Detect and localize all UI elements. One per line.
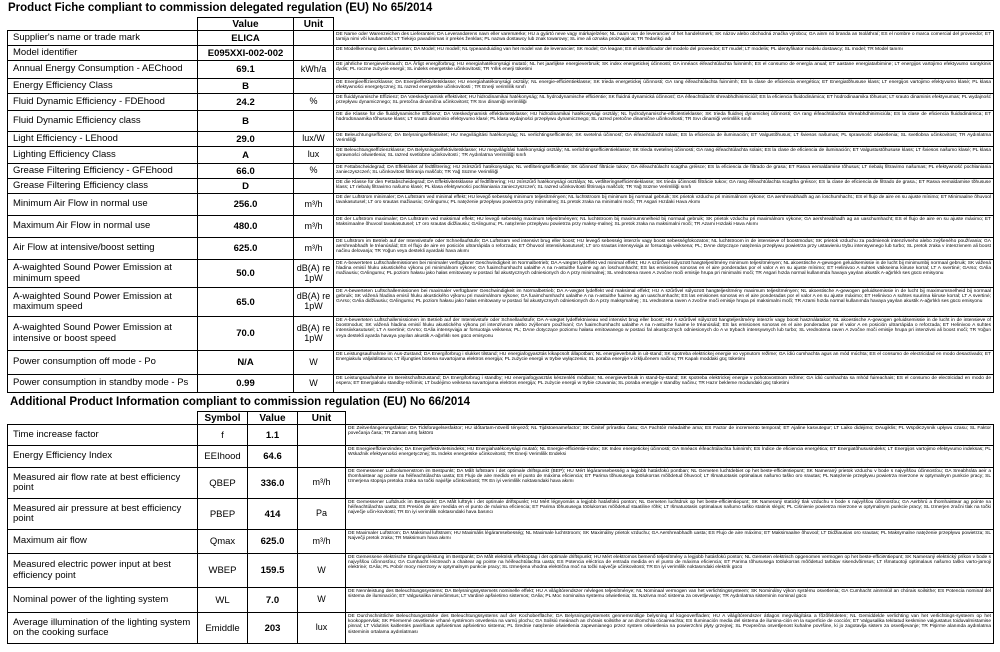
param-cell: Grease Filtering Efficiency class (8, 179, 198, 194)
desc-cell: DE Nennleistung des Beleuchtungssystems; DA Belysningssystemets nominelle effekt; HU A világítórendszer névleges teljesítménye; NL Nominaal vermogen van het verlichtingssysteem; SK Nominálny výkon systému osvetlenia; GA Cumhacht ainmniúil an chórais soilsithe; ES Potencia nominal del sistema de iluminación; ET Valgusalika nimivõimsus; LT Vardinė apšvietimo sistemos; GAlia; PL Moc nominalna systemu oświetlenia; SL Nazivna moč sistema za osvetljevanje; TR Aydınlatma sisteminin nominal gücü (346, 588, 994, 613)
desc-cell: DE Leistungsaufnahme im Aus-Zustand; DA Energiforbrug i slukket tilstand; HU energiafogyasztás kikapcsolt állapotban; NL energieverbruik in uit-stand; SK spotreba elektrickej energie vo vypnutom režime; GA ídiú cumhachta agus an mód múchta; ES el consumo de electricidad en modo desactivado; ET Energiakulu väljalülitatuna; LT išjungties būsena suvartojama elektros energija; PL zużycie energii w trybie wyłączenia; SL poraba energije v izključenem načinu; TR Kapalı moddaki güç tüketimi (334, 351, 994, 375)
param-cell: Maximum Air Flow in normal use (8, 216, 198, 238)
unit-cell: % (294, 94, 334, 111)
unit-cell: W (298, 588, 346, 613)
desc-cell: DE Gemessene elektrische Eingangsleistung im Bestpunkt; DA Målt elektrisk effektoptag i det optimale driftspunkt; HU Mért elektromos bemenő teljesítmény a legjobb hatásfokú ponton; NL Gemeten elektrisch opgenomen vermogen op het beste-efficiëntiepunt; SK Nameraný elektrický príkon v bode s najvyššou účinnosťou; GA Cumhacht leictreach a chaitear ag pointe na héifeachtúlachta uasta; ES Potencia eléctrica de entrada medida en el punto de máxima eficiencia; ET Parima tõhususega töölukorras mõõdetud tarbitav sisendvõimsus; LT Išmatuotoji optimalaus našumo taško varto-jamoji elektrinė; GAlia; PL Pobór mocy mierzony w optymalnym punkcie pracy; SL Izmerjena vhodna električna moč na točki največje učinkovitosti; TR En iyi verimlilik noktasındaki elektrik gücü (346, 554, 994, 588)
param-cell: Supplier's name or trade mark (8, 31, 198, 46)
param-cell: Measured air flow rate at best efficiency point (8, 468, 198, 499)
table-header-row (8, 18, 994, 31)
value-column-header: Value (248, 412, 298, 425)
header-spacer (334, 18, 994, 31)
value-cell: 69.1 (198, 61, 294, 79)
unit-cell (298, 446, 346, 468)
fiche-title-66-2014: Additional Product Information compliant to commission regulation (EU) No 66/2014 (10, 396, 471, 408)
value-cell: 203 (248, 613, 298, 644)
param-cell: Measured electric power input at best efficiency point (8, 554, 198, 588)
table-row (8, 613, 994, 644)
table-row (8, 238, 994, 260)
unit-cell (294, 111, 334, 132)
param-cell: Minimum Air Flow in normal use (8, 194, 198, 216)
header-spacer (8, 18, 198, 31)
desc-cell: DE der Luftstrom minimaler; DA Luftstrøm ved minimal effekt; HU levegő sebesség minimum teljesítményen; NL luchtstroom bij minimum bij normaal gebruik; SK prietok vzduchu pri minimálnom výkone; GA aershreabhadh ag an íoschumhacht.; ES el flujo de aire en su ajuste mínimo; ET Minimaalne õhuvool tavakasutusel; LT oro srautas mažiausiu; GAlingumu; PL natężenie przepływu powietrza przy minimalnej; SL pretok zraka na minimalni moči; TR Asgari Hızdaki Hava Akımı (334, 194, 994, 216)
unit-cell (294, 179, 334, 194)
additional-info-table (7, 411, 994, 644)
value-cell: 159.5 (248, 554, 298, 588)
unit-cell: dB(A) re 1pW (294, 260, 334, 288)
value-cell: 70.0 (198, 317, 294, 351)
table-row (8, 554, 994, 588)
unit-cell: m³/h (294, 194, 334, 216)
param-cell: A-waighted Sound Power Emission at intensive or boost speed (8, 317, 198, 351)
unit-cell: m³/h (298, 530, 346, 554)
param-cell: Measured air pressure at best efficiency point (8, 499, 198, 530)
desc-cell: DE fluiddynamische Effizienz; DA Væskedynamisk effektivitet; HU hidrodinamikai hatékonyság; NL hydrodynamische efficiëntie; SK fluidná dynamická účinnosť; GA éifeachtúlacht shreabhdhinimiciúil; ES la eficiencia fluidodinámica; ET hüdrodinaamika tõhusus; LT srauto dinaminis efektyvumas; PL wydajność przepływu dynamicznego; SL pretočna dinamična učinkovitost; TR Sıvı dinamiği verimliliği (334, 94, 994, 111)
unit-cell (294, 31, 334, 46)
value-cell: 66.0 (198, 164, 294, 179)
symbol-cell: WBEP (198, 554, 248, 588)
symbol-cell: EEIhood (198, 446, 248, 468)
desc-cell: DE A-bewerteten Luftschallemissionen bei maximaler verfügbarer Geschwindigkeit im Normalbetrieb; DA A-vægtet lydeffekt ved maksimal effekt; HU A szűrővel súlyozott hangteljesítmény maximum teljesítményen; NL akoestische A-gewogen geluidsemissie in de lucht bij maximumsnelheid bij normaal gebruik; SK vážená hladina emisií hluku akustického výkonu pri maximálnom výkone; GA fuaimchumhacht ualaithe A na n-astuithe fuaime ag an uaschumhacht; ES las emisiones sonoras en el aire ponderadas por el valor A en su ajuste máximo; ET Helinivoo A suhtes suurima kiiruse korral; LT A svertinė; GArso; GAlia didžiausiu; GAlingumu; PL poziom hałasu jako hałas emitowany w postaci fal akustycznych odniesionych do A przy maksymalnej ; SL vrednotena raven A zvočne moči emisije hrupa pri maksimalni moči; TR Azami hızda normal kullanımda havaya yayılan akustik A-ağırlıklı ses gücü emisyonu (334, 288, 994, 317)
value-cell: 24.2 (198, 94, 294, 111)
unit-cell (298, 425, 346, 446)
desc-cell: DE Modellkennung des Lieferanten; DA Model; HU modell; NL typeaanduiding van het model van de leverancier; SK model; GA leagan; ES el identificador del modelo del proveedor; ET mudel; LT modelis; PL identyfikator modelu dostawcy; SL model; TR Model tanımı (334, 46, 994, 61)
unit-cell: kWh/a (294, 61, 334, 79)
value-cell: 64.6 (248, 446, 298, 468)
header-spacer (346, 412, 994, 425)
param-cell: Fluid Dynamic Efficiency class (8, 111, 198, 132)
value-cell: E095XXI-002-002 (198, 46, 294, 61)
table-row (8, 317, 994, 351)
desc-cell: DE A-bewerteten Luftschallemissionen im Betrieb auf der Intensivstufe oder Schnellaufstufe; DA A-vægtet lydeffektniveau ved intensivt brug eller boost; HU A szűrővel súlyozott hangteljesítmény intenzív vagy boost használatakor; NL akoestische A-gewogen geluidsemissie in de lucht in de intensieve of boostmodus; SK vážená hladina emisií hluku akustického výkonu pri intenzívnom alebo zvýšenom používaní; GA fuaimchumhacht ualaithe A na n-astuithe fuaime le tréanúsáid; ES las emisiones sonoras en el aire ponderadas por el valor A en posición ultrarrápida o reforzada; ET Helinivoo A suhtes intensiivkasutusel; LT A svertinė; GArso; GAlia intensyviąja ar forsuotąja veiksena; PL; DAne dotyczące poziomu hałasu emitowanego w postaci fal akustycznych odniesionych do A w trybach intensywnych lub turbo; SL vrednotena raven A zvočne moči emisije hrupa pri intenzivni ali boost moči; TR Yoğun veya destekli ayarda havaya yayılan akustik A-ağırlıklı ses gücü emisyonu (334, 317, 994, 351)
table-row (8, 499, 994, 530)
table-row (8, 179, 994, 194)
unit-cell: lux/W (294, 132, 334, 147)
symbol-column-header: Symbol (198, 412, 248, 425)
table-row (8, 111, 994, 132)
desc-cell: DE Durchschnittliche Beleuchtungsstärke des Beleuchtungssystems auf der Kochoberfläche; DA Belysningssystemets gennemsnitlige belysning af kogeoverfladen; HU A világítórendszer átlagos megvilágítása a főzőfelületen; NL Gemiddelde verlichting van het verlichtings-systeem op het kookoppervlak; SK Priemerné osvetlenie vrhané systémom osvetlenia na varnú plochu; GA Soilsiú meánach an chórais soilsithe ar an dromchla cócaireachta; ES Iluminación media del sistema de ilumina-ción en la superficie de cocción; ET Valgusalika tekitatud keskmine valgustatus toiduvalmistamise pinnal; LT Vidutinis kaitlentės paviršiaus apšvietimas apšvietimo sistema; PL Średnie natężenie oświetlenia zapewnianego przez system oświetlenia na powierzchni płyty grzejnej; SL Povprečna osvetljenost kuhalne površine, ki jo zagotavlja sistem za osvetljevanje; TR Pişirme alanında aydınlatma sisteminin ortalama aydınlatması (346, 613, 994, 644)
table-row (8, 351, 994, 375)
table-row (8, 530, 994, 554)
unit-cell: lux (294, 147, 334, 164)
param-cell: Energy Efficiency Class (8, 79, 198, 94)
value-cell: 1.1 (248, 425, 298, 446)
product-fiche-table (7, 17, 994, 393)
value-cell: 625.0 (198, 238, 294, 260)
value-cell: 50.0 (198, 260, 294, 288)
unit-cell: % (294, 164, 334, 179)
table-row (8, 31, 994, 46)
table-row (8, 46, 994, 61)
table-header-row (8, 412, 994, 425)
value-cell: B (198, 111, 294, 132)
value-cell: A (198, 147, 294, 164)
param-cell: Maximum air flow (8, 530, 198, 554)
value-cell: 480.0 (198, 216, 294, 238)
param-cell: Annual Energy Consumption - AEChood (8, 61, 198, 79)
value-cell: 256.0 (198, 194, 294, 216)
desc-cell: DE Leistungsaufnahme im Bereitschaftszustand; DA Energiforbrug i standby; HU energiafogyasztás készenléti módban; NL energieverbruik in stand-by-stand; SK spotreba elektrickej energie v pohotovostnom režime; GA ídiú cumhachta sa mhód fuireachais; ES el consumo de electricidad en modo de espera; ET Energiakulu standby-režiimis; LT budėjimo veiksena suvartojama elektros energija; PL zużycie energii w trybie czuwania; SL poraba energije v standby načinu; TR Hazır bekleme modundaki güç tüketimi (334, 375, 994, 393)
table-row (8, 288, 994, 317)
desc-cell: DE Maximaler Luftstrom; DA Maksimal luftstrøm; HU Maximális légáramsebesség; NL Maximale luchtstroom; SK Maximálny prietok vzduchu; GA Aershreabhadh uasta; ES Flujo de aire máximo; ET Maksimaalne õhuvool; LT Didžiausias oro srautas; PL Maksymalne natężenie przepływu powietrza; SL Največji pretok zraka; TR Maksimum hava akımı (346, 530, 994, 554)
param-cell: Average illumination of the lighting system on the cooking surface (8, 613, 198, 644)
table-row (8, 468, 994, 499)
desc-cell: DE Gemessener Luftdruck im Bestpunkt; DA Målt lufttryk i det optimale driftspunkt; HU Mért légnyomás a legjobb hatásfokú ponton; NL Gemeten luchtdruk op het beste-efficiëntiepunt; SK Nameraný statický tlak vzduchu v bode s najvyššou účinnosťou; GA Aerbhrú a thomhaistear ag pointe na héifeachtúlachta uasta; ES Presión de aire medida en el punto de máxima eficiencia; ET Parima tõhususega töölukorras mõõdetud staatiline rõhk; LT Išmatuotasis optimalaus našumo taško statinis slėgis; PL Ciśnienie powietrza mierzone w optymalnym punkcie pracy; SL Izmerjen zračni tlak na točki največje učin-kovitosti; TR En iyi verimlilik noktasındaki hava basıncı (346, 499, 994, 530)
value-cell: D (198, 179, 294, 194)
desc-cell: DE Beleuchtungseffizienz; DA Belysningseffektivitet; HU megvilágítási hatékonyság; NL verlichtingsefficiëntie; SK svetelná účinnosť; GA éifeachtúlacht solais; ES la eficiencia de iluminación; ET Valgustõhusus; LT šviesos našumas; PL sprawność oświetlenia; SL svetlobna učinkovitost; TR Aydınlatma Verimliliği (334, 132, 994, 147)
desc-cell: DE jährliche Energieverbrauch; DA Årligt energiforbrug; HU energiahatékonysági mutató; NL het jaarlijkse energieverbruik; SK index energetickej účinnosti; GA innéacs éifeachtúlachta fuinnimh; ES el consumo de energía anual; ET aastane energiatarbimine; LT energijos vartojimo efektyvumo santykinis dydis; PL roczne zużycie energii; SL indeks energetske učinkovitosti; TR Yıllık enerji tüketimi (334, 61, 994, 79)
param-cell: A-waighted Sound Power Emission at minimum speed (8, 260, 198, 288)
value-cell: 336.0 (248, 468, 298, 499)
table-row (8, 94, 994, 111)
desc-cell: DE der Luftstrom maximaler; DA Luftstrøm ved maksimal effekt; HU levegő sebesség maximum teljesítményen; NL luchtstroom bij maximumsnelheid bij normaal gebruik; SK prietok vzduchu pri maximálnom výkone; GA aershreabhadh ag an uaschumhacht; ES el flujo de aire en su ajuste máximo; ET Maksimaalne õhuvool tavakasutusel; LT oro srautas didžiausiu; GAlingumu; PL natężenie przepływu powietrza przy maksy-malnej; SL pretok zraka na maksimalni moči; TR Azami Hızdaki Hava Akımı (334, 216, 994, 238)
unit-column-header: Unit (298, 412, 346, 425)
desc-cell: DE Luftstrom im Betrieb auf der Intensivstufe oder Schnellaufstufe; DA Luftstrøm ved intensivt brug eller boost; HU levegő sebesség intenzív vagy boost sebességfokozaton; NL luchtstroom in de intensieve of boostmodus; SK prietok vzduchu za podmienok intenzívneho alebo zvýšeného používania; GA aershreabhadh le tréanúsáid; ES el flujo de aire en posición ultrarrápida o reforzada; ET Õhuvool intensiivkasutusel; LT oro srautas intensyviąja ar forsuotąja veiksena; PL; DAne dotyczące natężenia przepływu powietrza przy ustawieniu trybu intensywnego lub turbo; SL pretok zraka v intenzivnem ali boost načinu delovanja; TR Yoğun veya destekli ayardaki hava akımı (334, 238, 994, 260)
desc-cell: DE A-bewerteten Luftschallemissionen bei minimaler verfügbarer Geschwindigkeit im Normalbetrieb; DA A-vægtet lydeffekt ved minimal effekt; HU A szűrővel súlyozott hangteljesítmény minimum teljesítményen; NL akoestische A-gewogen geluidsemissie in de lucht bij minimumbij normaal gebruik; SK vážená hladina emisií hluku akustického výkonu pri minimálnom výkone; GA fuaimchumhacht ualaithe A na n-astuithe fuaime ag an íoschumhacht; ES las emisiones sonoras en el aire ponderadas por el valor A en su ajuste mínimo; ET Helinivoo A suhtes väikseima kiiruse korral; LT A svertinė; GArso; GAlia mažiausiu; GAlingumu; PL poziom hałasu jako hałas emitowany w postaci fal akustycznych odniesionych do A przy minimalnej; SL vrednotena raven A zvočne moči emisije hrupa pri minimalni moči; TR Asgari hızda normal kullanımda havaya yayılan akustik A-ağırlıklı ses gücü emisyonu (334, 260, 994, 288)
table-row (8, 375, 994, 393)
value-cell: 29.0 (198, 132, 294, 147)
unit-cell: lux (298, 613, 346, 644)
unit-cell: m³/h (294, 216, 334, 238)
table-row (8, 61, 994, 79)
param-cell: Light Efficiency - LEhood (8, 132, 198, 147)
table-row (8, 132, 994, 147)
desc-cell: DE Fettabscheidegrad; DA Effektivitet af fedtfiltrering; HU zsírszűrő hatékonysága; NL vetfilteringsefficiëntie; SK účinnosť filtrácie tukov; GA éifeachtúlacht scagtha gréisce; ES la eficiencia de filtrado de grasa; ET Rasva eemaldamise tõhusus; LT riebalų filtravimo našumas; PL efektywność pochłaniania zanieczyszczeń; SL učinkovitost filtriranja maščob; TR Yağ Süzme Verimliliği (334, 164, 994, 179)
param-cell: Power consumption off mode - Po (8, 351, 198, 375)
unit-cell: W (298, 554, 346, 588)
value-cell: 0.99 (198, 375, 294, 393)
unit-column-header: Unit (294, 18, 334, 31)
param-cell: Energy Efficiency Index (8, 446, 198, 468)
unit-cell (294, 46, 334, 61)
header-spacer (8, 412, 198, 425)
unit-cell: W (294, 351, 334, 375)
param-cell: Fluid Dynamic Efficiency - FDEhood (8, 94, 198, 111)
desc-cell: DE die Klasse für den Fettabscheidegrad; DA Effektivitetsklasse af fedtfiltrering; HU zsírszűrő hatékonysági osztálya; NL vetfilteringsefficiëntieklasse; SK trieda účinnosti filtrácie tukov; GA rang éifeachtúlachta scagtha gréisce; ES la clase de eficiencia de filtrado de grasa.; ET Rasva eemaldamise tõhususe klass; LT riebalų filtravimo našumo klasė; PL klasa efektywności pochłaniania zanieczyszczeń; SL razred učinkovitosti filtriranja maščob; TR Yağ Süzme Verimliliği sınıfı (334, 179, 994, 194)
unit-cell: dB(A) re 1pW (294, 317, 334, 351)
value-column-header: Value (198, 18, 294, 31)
symbol-cell: Emiddle (198, 613, 248, 644)
symbol-cell: WL (198, 588, 248, 613)
table-row (8, 260, 994, 288)
desc-cell: DE Name oder Warenzeichen des Lieferanten; DA Leverandørens navn eller varemærke; HU a gyártó neve vagy márkajelzése; NL naam van de leverancier of het handelsmerk; SK názov alebo obchodná značka výrobcu; GA ainm nó branda an tsoláthraí; ES el nombre o marca comercial del proveedor; ET tarnija nimi või kaubamärk; LT Tiekėjo pavadinimas ir prekės ženklas; PL nazwa dostawcy lub znak towarowy; SL ime ali oznaka proizvajalca; TR Tedarikçi adı (334, 31, 994, 46)
value-cell: 65.0 (198, 288, 294, 317)
param-cell: Grease Filtering Efficiency - GFEhood (8, 164, 198, 179)
table-row (8, 216, 994, 238)
param-cell: Nominal power of the lighting system (8, 588, 198, 613)
param-cell: Time increase factor (8, 425, 198, 446)
unit-cell: m³/h (294, 238, 334, 260)
param-cell: Power consumption in standby mode - Ps (8, 375, 198, 393)
unit-cell: m³/h (298, 468, 346, 499)
value-cell: 625.0 (248, 530, 298, 554)
fiche-title-65-2014: Product Fiche compliant to commission delegated regulation (EU) No 65/2014 (8, 2, 433, 14)
param-cell: A-waighted Sound Power Emission at maximum speed (8, 288, 198, 317)
desc-cell: DE Zeitverlängerungsfaktor; DA Tidsforøgelsesfaktor; HU időtartam-növelő tényező; NL Tijdstoenamefactor; SK Činiteľ prírastku času; GA Fachtóir méadaithe ama; ES Factor de incremento temporal; ET Ajaline kasvutegur; LT Laiko didėjimo; DAugiklis; PL Współczynnik upływu czasu; SL Faktor povečanja časa; TR Zaman artış faktörü (346, 425, 994, 446)
symbol-cell: Qmax (198, 530, 248, 554)
param-cell: Lighting Efficiency Class (8, 147, 198, 164)
table-row (8, 194, 994, 216)
table-row (8, 446, 994, 468)
symbol-cell: PBEP (198, 499, 248, 530)
desc-cell: DE Energieeffizienzklasse; DA Energieffektivitetsklasse; HU energiahatékonysági osztály; NL energie-efficiëntieklasse; SK trieda energetickej účinnosti; GA rang éifeachtúlachta fuinnimh; ES la clase de eficiencia energética; ET Energiatõhususe klass; LT energijos vartojimo efektyvumo klasė; PL klasa efektywności energetycznej; SL razred energetske učinkovitosti ; TR Enerji verimlilik sınıfı (334, 79, 994, 94)
unit-cell (294, 79, 334, 94)
value-cell: 7.0 (248, 588, 298, 613)
table-row (8, 425, 994, 446)
desc-cell: DE Beleuchtungseffizienzklasse; DA Belysningseffektivitetsklasse; HU megvilágítási hatékonysági osztály; NL verlichtingsefficiëntieklasse; SK trieda svetelnej účinnosti; GA rang éifeachtúlachta solais; ES la clase de eficiencia de iluminación; ET Valgustustõhususe klass; LT šviesos našumo klasė; PL klasa sprawności oświetlenia; SL razred svetlobne učinkovitosti ; TR Aydınlatma Verimliliği sınıfı (334, 147, 994, 164)
symbol-cell: f (198, 425, 248, 446)
param-cell: Air Flow at intensive/boost setting (8, 238, 198, 260)
unit-cell: W (294, 375, 334, 393)
param-cell: Model identifier (8, 46, 198, 61)
table-row (8, 79, 994, 94)
desc-cell: DE Gemessener Luftvolumenstrom im Bestpunkt; DA Målt luftstrøm i det optimale driftspunkt (BEP); HU Mért légáramsebesség a legjobb hatásfokú pontban; NL Gemeten luchtdebiet op het beste-efficiëntiepunt; SK Nameraný prietok vzduchu v bode s najvyššou účinnosťou; GA Sreabhráta aeir a thomhaistear ag pointe na héifeachtúlachta uasta; ES Flujo de aire medido en el punto de máxima eficiencia; ET Parima tõhususega töölukorras mõõdetud õhuvool; LT Išmatuotasis optimalaus našumo taško oro srautas; PL Natężenie przepływu powietrza mierzone w optymalnym punkcie pracy; SL Izmerjena stopnja pretoka zraka na točki najvišje učinkovitosti; TR En iyi verimlilik noktasındaki hava akımı (346, 468, 994, 499)
unit-cell: dB(A) re 1pW (294, 288, 334, 317)
unit-cell: Pa (298, 499, 346, 530)
value-cell: 414 (248, 499, 298, 530)
value-cell: N/A (198, 351, 294, 375)
symbol-cell: QBEP (198, 468, 248, 499)
table-row (8, 147, 994, 164)
table-row (8, 588, 994, 613)
table-row (8, 164, 994, 179)
desc-cell: DE die Klasse für die fluiddynamische Effizienz; DA Væskedynamisk effektivitetsklasse; HU hidrodinamikai hatékonysági osztály; NL hydrodynamische-efficiëntieklasse; SK trieda fluidnej dynamickej účinnosti; GA rang éifeachtúlachta shreabhdhinimiciúla; ES la clase de eficiencia fluidodinámica; ET hüdrodünaamika tõhususe klass; LT srauto dinaminio efektyvumo klasė; PL klasa wydajności przepływu dynamicznego; SL razred pretočne dinamične učinkovitosti; TR Sıvı dinamiği verimlilik sınıfı (334, 111, 994, 132)
desc-cell: DE Energieeffizienzindex; DA Energieffektivitetsindeks; HU Energiahatékonysági mutató; NL Energie-efficiëntie-index; SK Index energetickej účinnosti; GA Innéacs éifeachtúlachta fuinnimh; ES Índice de eficiencia energética; ET Energiatõhususindeks; LT Energijos vartojimo efektyvumo indeksas; PL Wskaźnik efektywności energetycznej; SL Indeks energetske učinkovitosti; TR Enerji Verimlilik Endeksi (346, 446, 994, 468)
value-cell: ELICA (198, 31, 294, 46)
value-cell: B (198, 79, 294, 94)
